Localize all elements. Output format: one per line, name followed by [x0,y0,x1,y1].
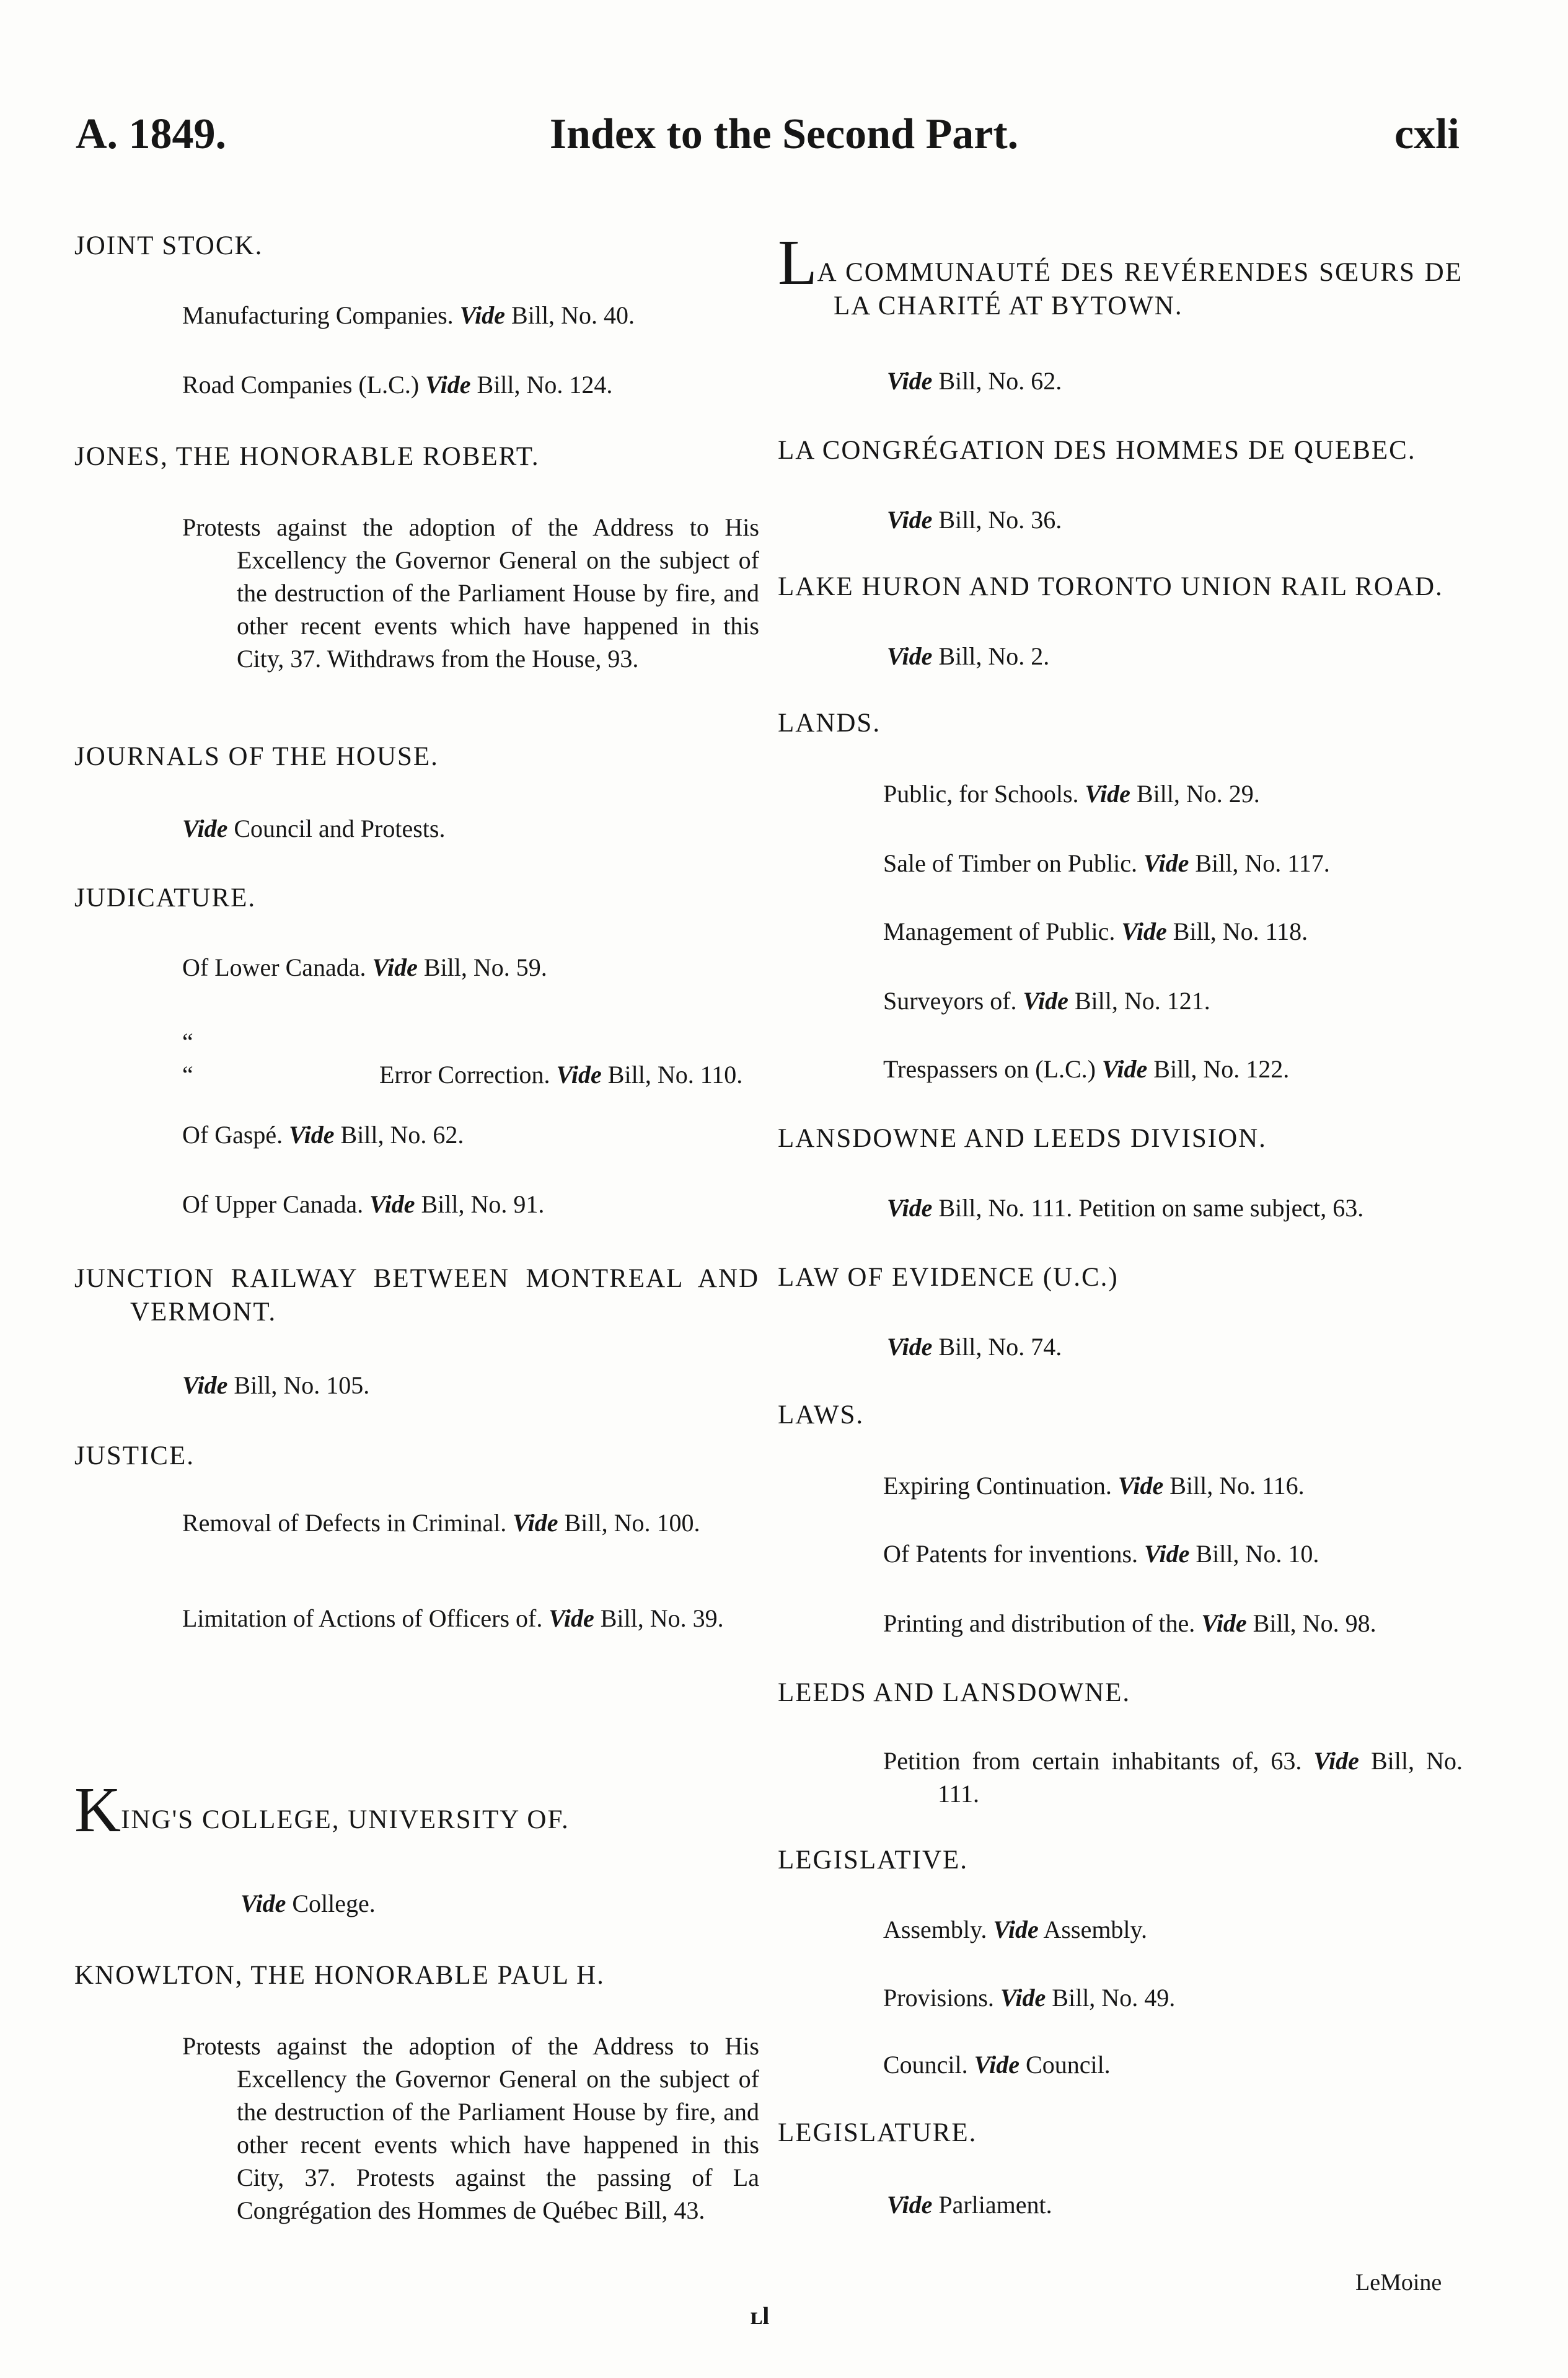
page-title: Index to the Second Part. [549,110,1019,158]
index-entry: Vide Bill, No. 2. [887,642,1050,670]
index-heading: KING'S COLLEGE, UNIVERSITY OF. [74,1774,570,1845]
index-entry: Protests against the adoption of the Address to His Excellency the Governor General on the subject of the destruction of the Parliament House by fire, and other recent events which have happened in this City, 37. Withdraws from the House, 93. [182,513,759,673]
index-entry: Limitation of Actions of Officers of. Vide Bill, No. 39. [182,1604,724,1632]
index-heading: JUNCTION RAILWAY BETWEEN MONTREAL AND VERMONT. [74,1264,759,1327]
index-heading: LANSDOWNE AND LEEDS DIVISION. [778,1124,1267,1153]
index-heading: JOINT STOCK. [74,231,263,260]
index-entry: Provisions. Vide Bill, No. 49. [883,1984,1176,2012]
drop-cap: K [74,1774,121,1845]
index-entry: Surveyors of. Vide Bill, No. 121. [883,987,1210,1015]
index-heading: KNOWLTON, THE HONORABLE PAUL H. [74,1961,605,1990]
page-number: cxli [1394,110,1460,158]
ditto-mark: “ [182,1028,193,1056]
index-heading: JUDICATURE. [74,883,257,913]
signature: LeMoine [1355,2270,1442,2296]
index-entry: Of Upper Canada. Vide Bill, No. 91. [182,1190,545,1218]
index-entry: Protests against the adoption of the Address to His Excellency the Governor General on the subject of the destruction of the Parliament House by fire, and other recent events which have happened in this City, 37. Protests against the passing of La Congrégation des Hommes de Québec Bill, 43. [182,2032,759,2224]
index-entry: Trespassers on (L.C.) Vide Bill, No. 122. [883,1055,1290,1083]
index-entry: Vide Parliament. [887,2191,1052,2219]
index-entry: Assembly. Vide Assembly. [883,1916,1147,1943]
index-entry: ““ Error Correction. Vide Bill, No. 110. [182,1025,759,1091]
index-entry: Manufacturing Companies. Vide Bill, No. 40. [182,301,635,329]
index-heading: LEEDS AND LANSDOWNE. [778,1678,1131,1707]
index-entry: Printing and distribution of the. Vide Bill, No. 98. [883,1609,1376,1637]
index-heading: JOURNALS OF THE HOUSE. [74,742,439,771]
index-heading: LANDS. [778,709,881,738]
sheet-mark: ʟl [750,2302,770,2330]
index-heading: LEGISLATIVE. [778,1845,969,1875]
index-entry: Vide Council and Protests. [182,815,446,842]
index-entry: Road Companies (L.C.) Vide Bill, No. 124. [182,371,613,399]
index-heading: LEGISLATURE. [778,2118,977,2147]
index-entry: Of Lower Canada. Vide Bill, No. 59. [182,953,547,981]
index-entry: Council. Vide Council. [883,2051,1111,2079]
index-entry: Of Gaspé. Vide Bill, No. 62. [182,1121,464,1149]
index-entry: Vide Bill, No. 36. [887,506,1062,534]
index-entry: Sale of Timber on Public. Vide Bill, No. 117. [883,849,1330,877]
index-entry: Vide Bill, No. 62. [887,367,1062,395]
index-entry: Vide Bill, No. 111. Petition on same subject, 63. [887,1194,1364,1222]
drop-cap: L [778,227,817,298]
index-heading: JUSTICE. [74,1441,195,1470]
index-entry: Management of Public. Vide Bill, No. 118. [883,917,1308,945]
index-entry: Of Patents for inventions. Vide Bill, No. 10. [883,1540,1319,1568]
index-entry: Expiring Continuation. Vide Bill, No. 116. [883,1472,1305,1500]
index-entry: Vide Bill, No. 74. [887,1333,1062,1361]
index-heading: LAKE HURON AND TORONTO UNION RAIL ROAD. [778,572,1443,601]
index-entry: Removal of Defects in Criminal. Vide Bill, No. 100. [182,1509,700,1537]
index-heading: JONES, THE HONORABLE ROBERT. [74,442,540,471]
page-header-year: A. 1849. [76,110,227,158]
index-heading: LAW OF EVIDENCE (U.C.) [778,1263,1119,1292]
index-entry: Vide Bill, No. 105. [182,1371,370,1399]
ditto-mark: “ [182,1061,193,1089]
index-entry: Vide College. [240,1890,376,1917]
index-heading: LA CONGRÉGATION DES HOMMES DE QUEBEC. [778,436,1416,465]
index-heading: LA COMMUNAUTÉ DES REVÉRENDES SŒURS DE LA CHARITÉ AT BYTOWN. [778,227,1463,320]
index-entry: Petition from certain inhabitants of, 63. Vide Bill, No. 111. [883,1747,1463,1808]
index-heading: LAWS. [778,1400,865,1430]
index-entry: Public, for Schools. Vide Bill, No. 29. [883,780,1260,808]
